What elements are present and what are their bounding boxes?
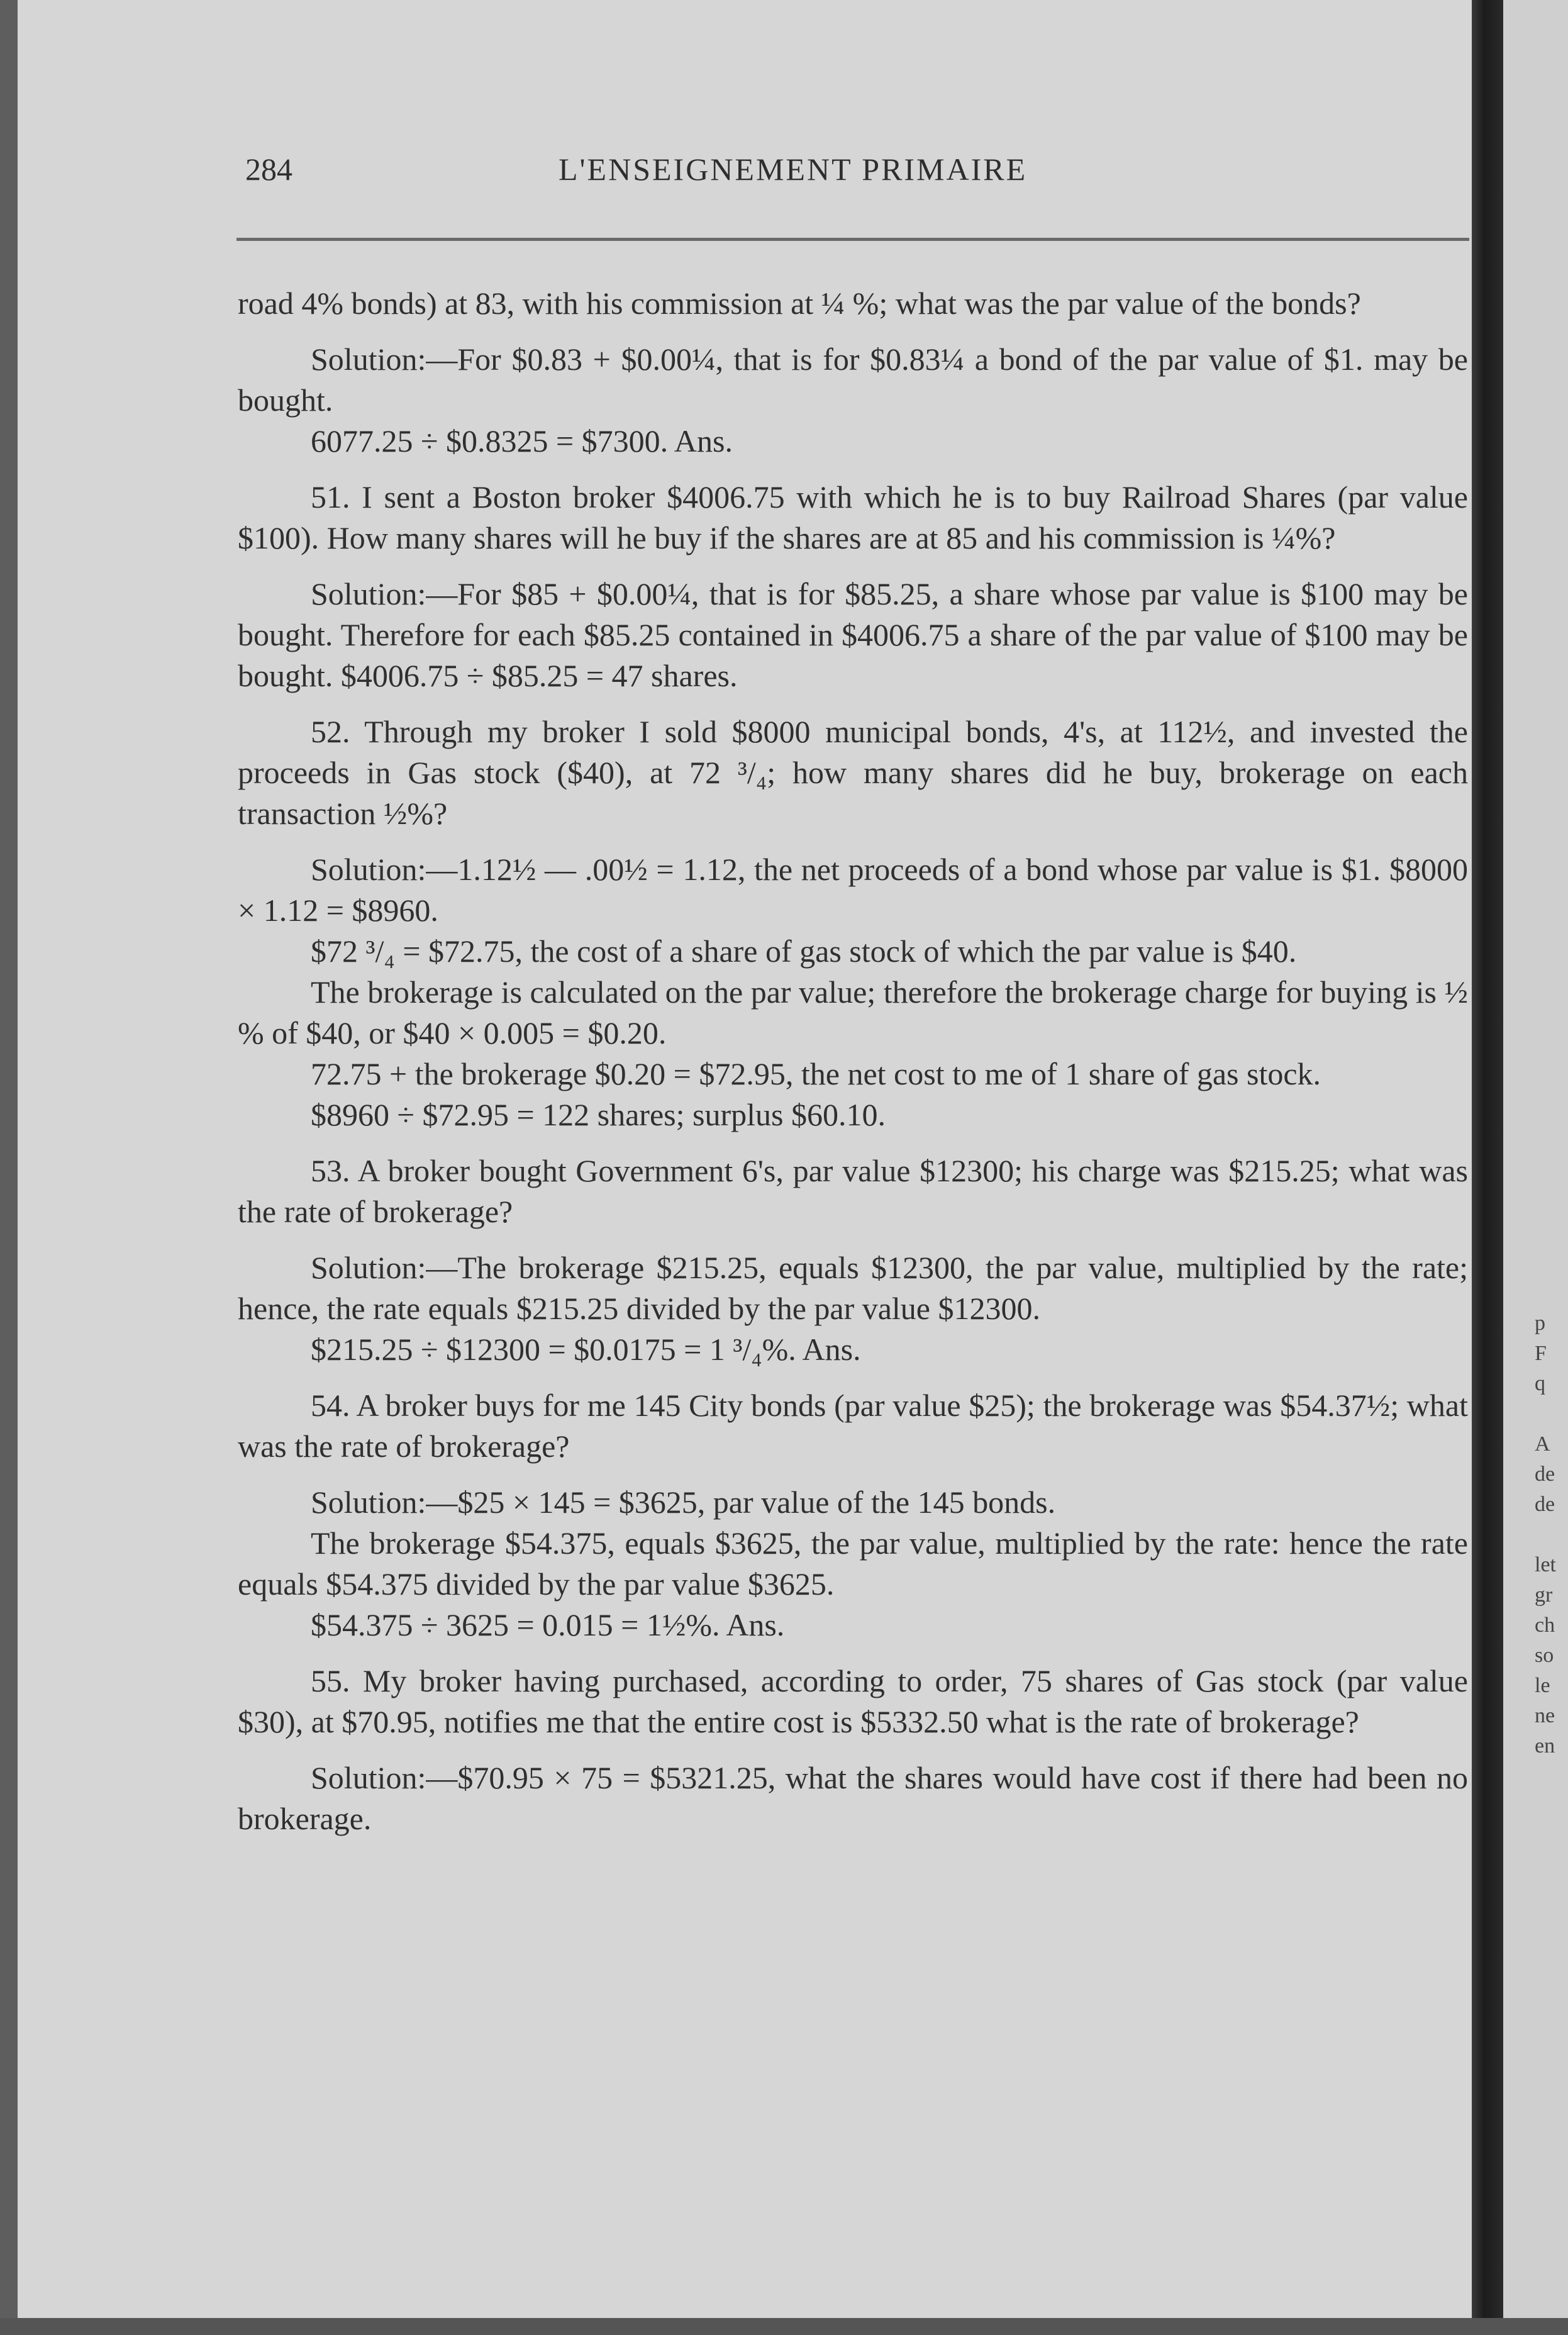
running-title: L'ENSEIGNEMENT PRIMAIRE <box>559 152 1028 187</box>
paragraph: 51. I sent a Boston broker $4006.75 with which he is to buy Railroad Shares (par value $100). How many shares will he buy if the shares are at 85 and his commission is ¼%? <box>238 479 1468 555</box>
fragment: de <box>1535 1493 1555 1516</box>
paragraph: 72.75 + the brokerage $0.20 = $72.95, the net cost to me of 1 share of gas stock. <box>311 1056 1321 1091</box>
fragment: F <box>1535 1342 1547 1365</box>
book-gutter <box>1472 0 1503 2335</box>
paragraph: road 4% bonds) at 83, with his commission at ¼ %; what was the par value of the bonds? <box>238 286 1361 321</box>
fragment: A <box>1535 1432 1550 1456</box>
scan-bottom-edge <box>0 2318 1568 2335</box>
fragment: p <box>1535 1312 1545 1335</box>
book-page <box>18 0 1477 2335</box>
paragraph: The brokerage $54.375, equals $3625, the par value, multiplied by the rate: hence the rate equals $54.375 divided by the par value $3625. <box>238 1525 1468 1602</box>
paragraph: Solution:—$70.95 × 75 = $5321.25, what the shares would have cost if there had been no brokerage. <box>238 1760 1468 1836</box>
adjacent-page-fragments <box>1535 1308 1568 1761</box>
page-edge-shadow <box>0 0 18 2335</box>
paragraph: $215.25 ÷ $12300 = $0.0175 = 1 ³/₄%. Ans. <box>311 1332 861 1367</box>
fragment: so <box>1535 1644 1554 1667</box>
paragraph: 52. Through my broker I sold $8000 municipal bonds, 4's, at 112½, and invested the proceeds in Gas stock ($40), at 72 ³/₄; how many shares did he buy, brokerage on each transaction ½%? <box>238 714 1468 831</box>
paragraph: Solution:—For $85 + $0.00¼, that is for $85.25, a share whose par value is $100 may be bought. Therefore for each $85.25 contained in $4006.75 a share of the par value of $100 may be bought. $4006.75 ÷ $85.25 = 47 shares. <box>238 576 1468 693</box>
paragraph: Solution:—$25 × 145 = $3625, par value of the 145 bonds. <box>311 1485 1056 1520</box>
paragraph: 53. A broker bought Government 6's, par value $12300; his charge was $215.25; what was the rate of brokerage? <box>238 1153 1468 1229</box>
paragraph: $8960 ÷ $72.95 = 122 shares; surplus $60.10. <box>311 1097 886 1132</box>
paragraph: Solution:—For $0.83 + $0.00¼, that is for $0.83¼ a bond of the par value of $1. may be bought. <box>238 342 1468 418</box>
adjacent-page <box>1503 0 1568 2335</box>
fragment: gr <box>1535 1583 1553 1607</box>
fragment: le <box>1535 1674 1550 1697</box>
page-header <box>18 145 1477 195</box>
paragraph: Solution:—The brokerage $215.25, equals $12300, the par value, multiplied by the rate; hence, the rate equals $215.25 divided by the par value $12300. <box>238 1250 1468 1326</box>
paragraph: $54.375 ÷ 3625 = 0.015 = 1½%. Ans. <box>311 1607 785 1642</box>
paragraph: Solution:—1.12½ — .00½ = 1.12, the net proceeds of a bond whose par value is $1. $8000 × 1.12 = $8960. <box>238 852 1468 928</box>
fragment <box>1535 1520 1568 1550</box>
fragment: de <box>1535 1463 1555 1486</box>
page-body <box>238 283 1468 1854</box>
fragment: en <box>1535 1734 1555 1758</box>
fragment: let <box>1535 1553 1556 1576</box>
fragment: ch <box>1535 1613 1555 1637</box>
fragment <box>1535 1399 1568 1429</box>
page-number: 284 <box>245 152 292 187</box>
header-rule <box>236 238 1469 241</box>
paragraph: $72 ³/₄ = $72.75, the cost of a share of gas stock of which the par value is $40. <box>311 933 1297 969</box>
fragment: q <box>1535 1372 1545 1395</box>
fragment: ne <box>1535 1704 1555 1727</box>
paragraph: 54. A broker buys for me 145 City bonds (par value $25); the brokerage was $54.37½; what was the rate of brokerage? <box>238 1388 1468 1464</box>
paragraph: The brokerage is calculated on the par value; therefore the brokerage charge for buying is ½ % of $40, or $40 × 0.005 = $0.20. <box>238 974 1468 1050</box>
paragraph: 55. My broker having purchased, according to order, 75 shares of Gas stock (par value $30), at $70.95, notifies me that the entire cost is $5332.50 what is the rate of brokerage? <box>238 1663 1468 1739</box>
paragraph: 6077.25 ÷ $0.8325 = $7300. Ans. <box>311 423 733 459</box>
